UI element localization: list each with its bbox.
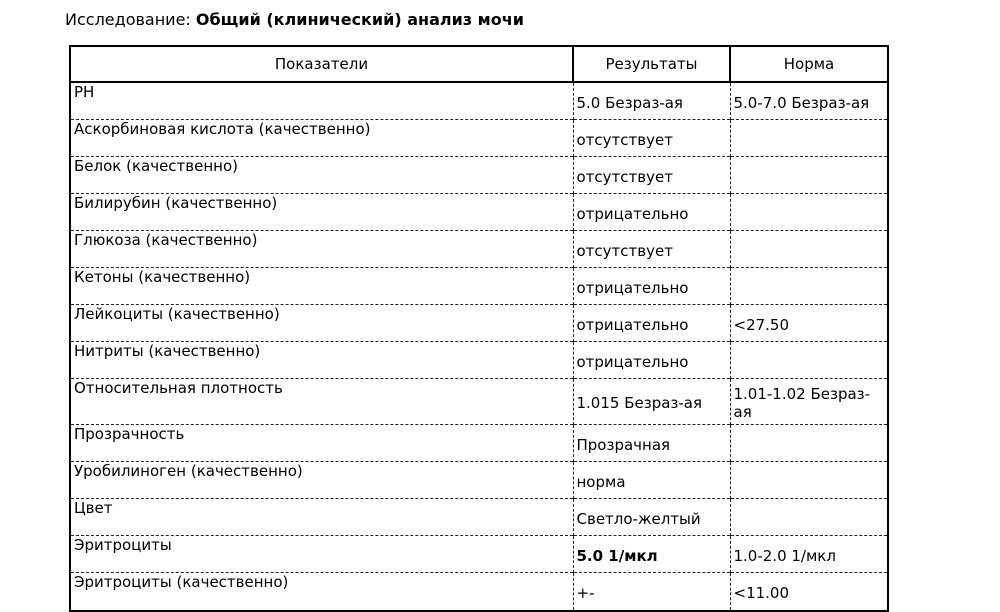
table-header-row xyxy=(70,46,888,82)
indicator-name: Эритроциты (качественно) xyxy=(70,573,573,612)
norm-value: <11.00 xyxy=(730,573,888,612)
table-row xyxy=(70,157,888,194)
table-row xyxy=(70,342,888,379)
indicator-name: Относительная плотность xyxy=(70,379,573,425)
norm-value xyxy=(730,268,888,305)
result-value: 1.015 Безраз-ая xyxy=(573,379,730,425)
result-value: Прозрачная xyxy=(573,425,730,462)
table-row xyxy=(70,120,888,157)
table-row xyxy=(70,379,888,425)
table-row xyxy=(70,268,888,305)
table-row xyxy=(70,82,888,120)
indicator-name: Глюкоза (качественно) xyxy=(70,231,573,268)
norm-value xyxy=(730,462,888,499)
table-row xyxy=(70,536,888,573)
norm-value: <27.50 xyxy=(730,305,888,342)
norm-value xyxy=(730,231,888,268)
result-value: отсутствует xyxy=(573,231,730,268)
result-value: отрицательно xyxy=(573,342,730,379)
indicator-name: Аскорбиновая кислота (качественно) xyxy=(70,120,573,157)
result-value: отсутствует xyxy=(573,157,730,194)
result-value-flagged: 5.0 1/мкл xyxy=(573,536,730,573)
result-value: отрицательно xyxy=(573,194,730,231)
norm-value xyxy=(730,342,888,379)
norm-value xyxy=(730,425,888,462)
indicator-name: Уробилиноген (качественно) xyxy=(70,462,573,499)
table-row xyxy=(70,194,888,231)
table-row xyxy=(70,499,888,536)
column-header-norm: Норма xyxy=(730,46,888,82)
result-value: норма xyxy=(573,462,730,499)
indicator-name: Нитриты (качественно) xyxy=(70,342,573,379)
indicator-name: Кетоны (качественно) xyxy=(70,268,573,305)
study-label: Исследование: xyxy=(65,10,191,29)
norm-value xyxy=(730,499,888,536)
result-value: Светло-желтый xyxy=(573,499,730,536)
indicator-name: Белок (качественно) xyxy=(70,157,573,194)
table-row xyxy=(70,305,888,342)
result-value: отрицательно xyxy=(573,305,730,342)
result-value: 5.0 Безраз-ая xyxy=(573,82,730,120)
table-row xyxy=(70,462,888,499)
norm-value: 1.01-1.02 Безраз-ая xyxy=(730,379,888,425)
results-table xyxy=(69,45,889,612)
indicator-name: PH xyxy=(74,83,95,101)
norm-value: 5.0-7.0 Безраз-ая xyxy=(730,82,888,120)
column-header-result: Результаты xyxy=(573,46,730,82)
norm-value: 1.0-2.0 1/мкл xyxy=(730,536,888,573)
study-header xyxy=(65,9,524,31)
column-header-indicator: Показатели xyxy=(70,46,573,82)
result-value: +- xyxy=(573,573,730,612)
norm-value xyxy=(730,194,888,231)
indicator-name: Билирубин (качественно) xyxy=(70,194,573,231)
indicator-name: Лейкоциты (качественно) xyxy=(70,305,573,342)
norm-value xyxy=(730,157,888,194)
indicator-name: Эритроциты xyxy=(70,536,573,573)
table-row xyxy=(70,425,888,462)
indicator-name: Прозрачность xyxy=(70,425,573,462)
table-row xyxy=(70,573,888,612)
result-value: отсутствует xyxy=(573,120,730,157)
norm-value xyxy=(730,120,888,157)
result-value: отрицательно xyxy=(573,268,730,305)
table-row xyxy=(70,231,888,268)
indicator-name: Цвет xyxy=(70,499,573,536)
study-title: Общий (клинический) анализ мочи xyxy=(195,10,524,29)
